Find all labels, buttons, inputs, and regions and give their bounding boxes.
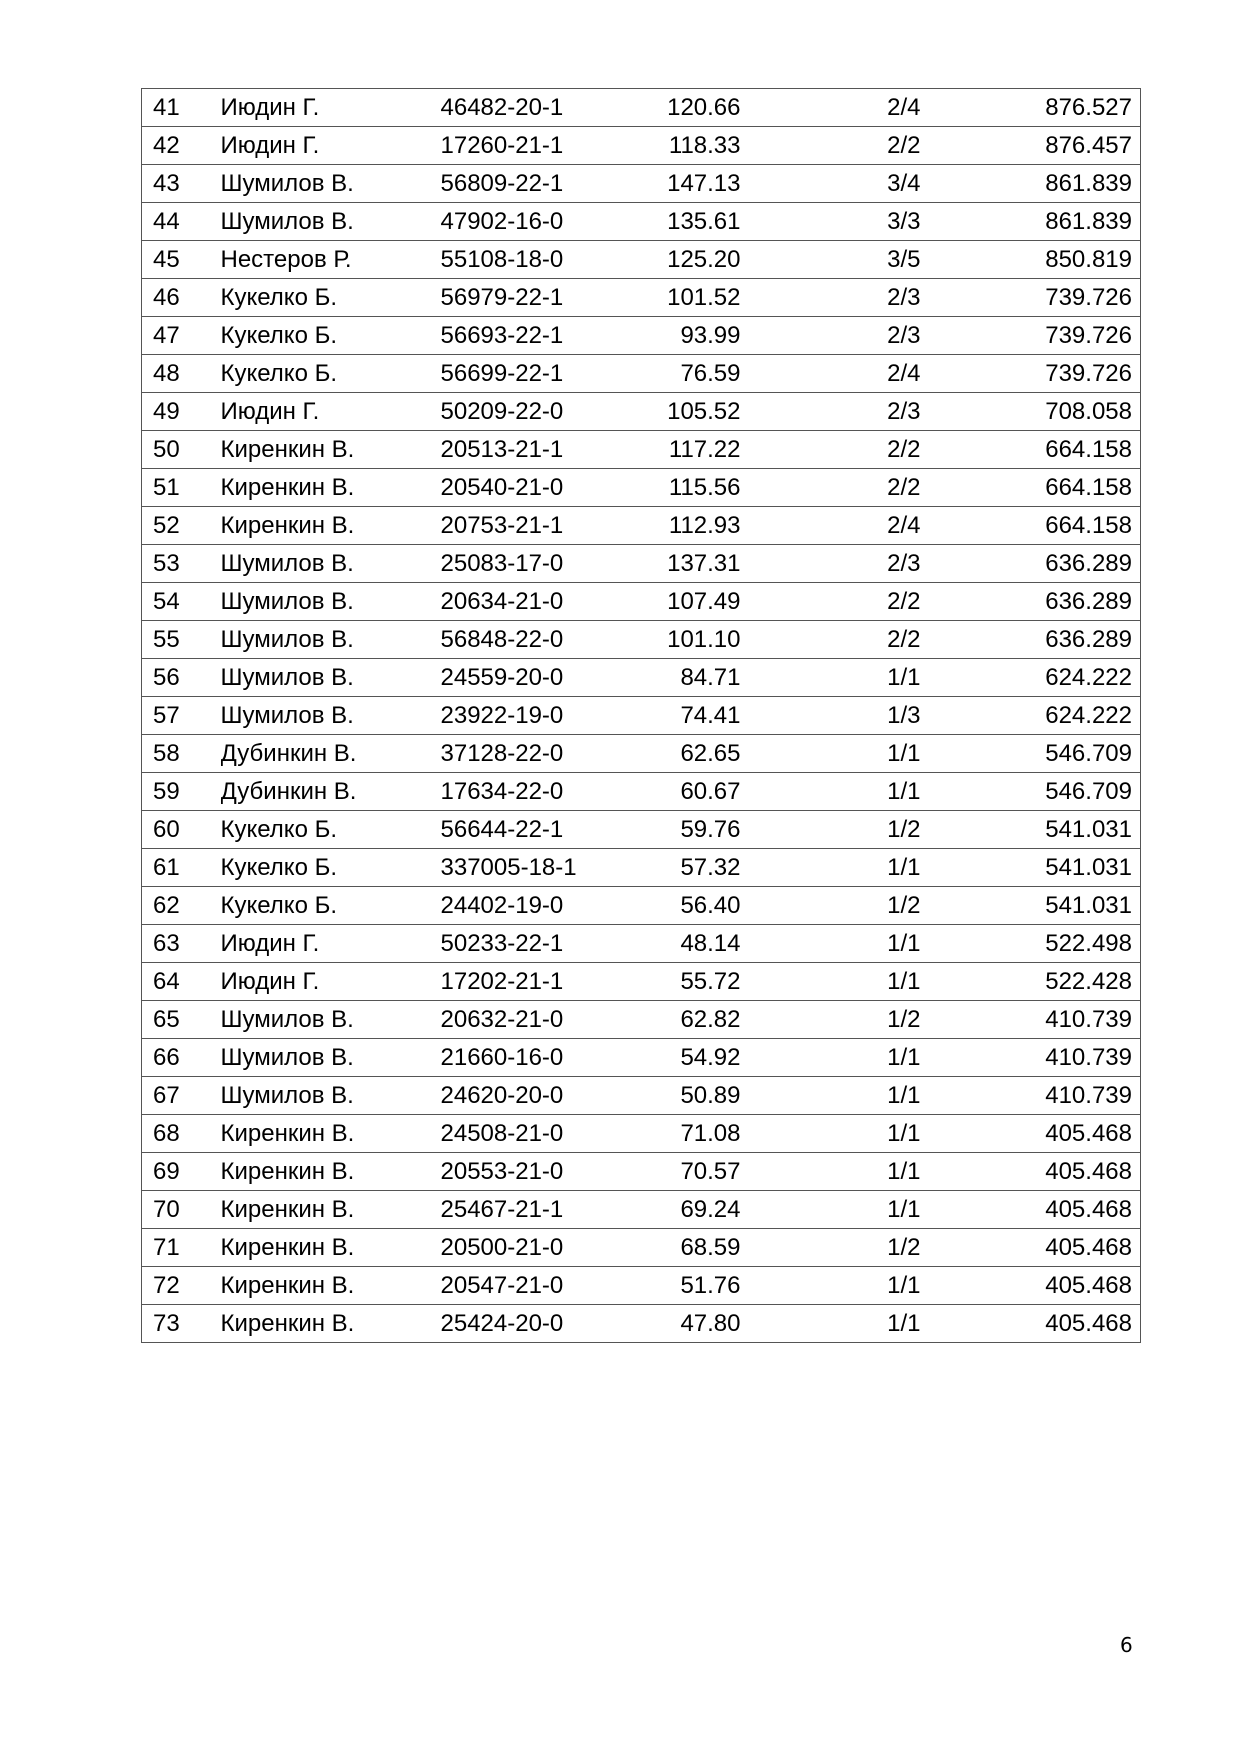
row-fraction: 1/1 xyxy=(741,1077,921,1115)
row-name: Июдин Г. xyxy=(221,89,441,127)
row-fraction: 1/1 xyxy=(741,1115,921,1153)
row-value: 105.52 xyxy=(641,393,741,431)
row-score: 861.839 xyxy=(921,165,1141,203)
row-number: 43 xyxy=(142,165,221,203)
row-name: Кукелко Б. xyxy=(221,279,441,317)
row-value: 118.33 xyxy=(641,127,741,165)
table-row xyxy=(142,1267,1141,1305)
row-name: Июдин Г. xyxy=(221,925,441,963)
row-number: 48 xyxy=(142,355,221,393)
row-number: 60 xyxy=(142,811,221,849)
row-value: 117.22 xyxy=(641,431,741,469)
row-code: 17260-21-1 xyxy=(441,127,641,165)
row-code: 50233-22-1 xyxy=(441,925,641,963)
row-score: 739.726 xyxy=(921,279,1141,317)
row-code: 50209-22-0 xyxy=(441,393,641,431)
table-row xyxy=(142,583,1141,621)
row-score: 876.457 xyxy=(921,127,1141,165)
row-number: 61 xyxy=(142,849,221,887)
row-fraction: 3/4 xyxy=(741,165,921,203)
row-code: 37128-22-0 xyxy=(441,735,641,773)
table-row xyxy=(142,621,1141,659)
row-score: 636.289 xyxy=(921,621,1141,659)
table-row xyxy=(142,279,1141,317)
row-fraction: 1/3 xyxy=(741,697,921,735)
row-name: Шумилов В. xyxy=(221,1001,441,1039)
row-score: 876.527 xyxy=(921,89,1141,127)
row-value: 50.89 xyxy=(641,1077,741,1115)
row-code: 46482-20-1 xyxy=(441,89,641,127)
row-score: 546.709 xyxy=(921,773,1141,811)
row-number: 65 xyxy=(142,1001,221,1039)
row-name: Киренкин В. xyxy=(221,1153,441,1191)
table-row xyxy=(142,1153,1141,1191)
row-code: 20634-21-0 xyxy=(441,583,641,621)
table-row xyxy=(142,735,1141,773)
table-row xyxy=(142,659,1141,697)
row-fraction: 1/2 xyxy=(741,887,921,925)
row-number: 51 xyxy=(142,469,221,507)
table-row xyxy=(142,1191,1141,1229)
row-code: 20540-21-0 xyxy=(441,469,641,507)
row-value: 101.10 xyxy=(641,621,741,659)
row-fraction: 2/2 xyxy=(741,621,921,659)
row-fraction: 2/3 xyxy=(741,279,921,317)
row-score: 522.428 xyxy=(921,963,1141,1001)
row-fraction: 2/2 xyxy=(741,583,921,621)
row-code: 56693-22-1 xyxy=(441,317,641,355)
row-fraction: 1/1 xyxy=(741,735,921,773)
row-score: 405.468 xyxy=(921,1267,1141,1305)
row-score: 636.289 xyxy=(921,583,1141,621)
row-fraction: 2/3 xyxy=(741,393,921,431)
row-fraction: 1/1 xyxy=(741,773,921,811)
row-score: 739.726 xyxy=(921,317,1141,355)
row-name: Дубинкин В. xyxy=(221,773,441,811)
row-name: Шумилов В. xyxy=(221,1039,441,1077)
row-fraction: 2/4 xyxy=(741,507,921,545)
row-number: 72 xyxy=(142,1267,221,1305)
row-number: 58 xyxy=(142,735,221,773)
results-table xyxy=(141,88,1141,1343)
row-value: 68.59 xyxy=(641,1229,741,1267)
row-name: Кукелко Б. xyxy=(221,317,441,355)
table-row xyxy=(142,127,1141,165)
row-number: 49 xyxy=(142,393,221,431)
row-name: Кукелко Б. xyxy=(221,811,441,849)
page-number: 6 xyxy=(1120,1633,1133,1657)
table-row xyxy=(142,165,1141,203)
row-number: 41 xyxy=(142,89,221,127)
row-value: 125.20 xyxy=(641,241,741,279)
row-code: 20513-21-1 xyxy=(441,431,641,469)
row-number: 62 xyxy=(142,887,221,925)
row-score: 405.468 xyxy=(921,1191,1141,1229)
row-value: 55.72 xyxy=(641,963,741,1001)
row-number: 52 xyxy=(142,507,221,545)
row-value: 115.56 xyxy=(641,469,741,507)
row-code: 23922-19-0 xyxy=(441,697,641,735)
row-fraction: 3/3 xyxy=(741,203,921,241)
row-value: 48.14 xyxy=(641,925,741,963)
row-value: 137.31 xyxy=(641,545,741,583)
row-value: 69.24 xyxy=(641,1191,741,1229)
row-code: 56848-22-0 xyxy=(441,621,641,659)
table-row xyxy=(142,1039,1141,1077)
row-fraction: 1/1 xyxy=(741,1153,921,1191)
table-row xyxy=(142,1229,1141,1267)
table-row xyxy=(142,925,1141,963)
row-score: 624.222 xyxy=(921,697,1141,735)
row-value: 76.59 xyxy=(641,355,741,393)
table-row xyxy=(142,1001,1141,1039)
row-name: Июдин Г. xyxy=(221,127,441,165)
table-row xyxy=(142,545,1141,583)
table-row xyxy=(142,1115,1141,1153)
row-score: 405.468 xyxy=(921,1229,1141,1267)
row-value: 62.65 xyxy=(641,735,741,773)
row-fraction: 1/1 xyxy=(741,1305,921,1343)
row-code: 17634-22-0 xyxy=(441,773,641,811)
row-name: Киренкин В. xyxy=(221,507,441,545)
row-fraction: 2/2 xyxy=(741,431,921,469)
row-code: 56644-22-1 xyxy=(441,811,641,849)
row-code: 20632-21-0 xyxy=(441,1001,641,1039)
row-name: Киренкин В. xyxy=(221,431,441,469)
row-fraction: 3/5 xyxy=(741,241,921,279)
row-number: 67 xyxy=(142,1077,221,1115)
row-name: Шумилов В. xyxy=(221,621,441,659)
row-number: 66 xyxy=(142,1039,221,1077)
row-score: 850.819 xyxy=(921,241,1141,279)
row-number: 55 xyxy=(142,621,221,659)
row-fraction: 1/1 xyxy=(741,1191,921,1229)
row-score: 546.709 xyxy=(921,735,1141,773)
row-number: 59 xyxy=(142,773,221,811)
row-number: 68 xyxy=(142,1115,221,1153)
row-value: 47.80 xyxy=(641,1305,741,1343)
row-name: Шумилов В. xyxy=(221,545,441,583)
row-code: 20753-21-1 xyxy=(441,507,641,545)
row-code: 24402-19-0 xyxy=(441,887,641,925)
row-fraction: 1/1 xyxy=(741,925,921,963)
row-score: 708.058 xyxy=(921,393,1141,431)
table-row xyxy=(142,317,1141,355)
row-number: 63 xyxy=(142,925,221,963)
row-name: Июдин Г. xyxy=(221,393,441,431)
row-fraction: 1/2 xyxy=(741,1001,921,1039)
row-fraction: 1/1 xyxy=(741,1039,921,1077)
results-table-container xyxy=(141,88,1140,1343)
row-score: 405.468 xyxy=(921,1153,1141,1191)
row-value: 101.52 xyxy=(641,279,741,317)
row-value: 51.76 xyxy=(641,1267,741,1305)
row-value: 135.61 xyxy=(641,203,741,241)
row-score: 410.739 xyxy=(921,1001,1141,1039)
row-name: Нестеров Р. xyxy=(221,241,441,279)
table-row xyxy=(142,507,1141,545)
row-code: 337005-18-1 xyxy=(441,849,641,887)
row-score: 410.739 xyxy=(921,1077,1141,1115)
row-value: 57.32 xyxy=(641,849,741,887)
row-code: 25083-17-0 xyxy=(441,545,641,583)
row-value: 147.13 xyxy=(641,165,741,203)
row-code: 20553-21-0 xyxy=(441,1153,641,1191)
row-number: 42 xyxy=(142,127,221,165)
row-name: Шумилов В. xyxy=(221,583,441,621)
row-fraction: 1/1 xyxy=(741,659,921,697)
row-score: 739.726 xyxy=(921,355,1141,393)
row-name: Киренкин В. xyxy=(221,1115,441,1153)
table-row xyxy=(142,811,1141,849)
row-value: 60.67 xyxy=(641,773,741,811)
row-name: Киренкин В. xyxy=(221,469,441,507)
table-row xyxy=(142,203,1141,241)
row-value: 93.99 xyxy=(641,317,741,355)
row-name: Дубинкин В. xyxy=(221,735,441,773)
table-row xyxy=(142,773,1141,811)
row-number: 44 xyxy=(142,203,221,241)
row-name: Киренкин В. xyxy=(221,1305,441,1343)
row-score: 664.158 xyxy=(921,507,1141,545)
row-score: 861.839 xyxy=(921,203,1141,241)
row-value: 112.93 xyxy=(641,507,741,545)
row-name: Шумилов В. xyxy=(221,697,441,735)
row-code: 24559-20-0 xyxy=(441,659,641,697)
row-number: 57 xyxy=(142,697,221,735)
row-value: 120.66 xyxy=(641,89,741,127)
row-value: 74.41 xyxy=(641,697,741,735)
table-row xyxy=(142,849,1141,887)
row-name: Шумилов В. xyxy=(221,659,441,697)
row-number: 50 xyxy=(142,431,221,469)
row-score: 664.158 xyxy=(921,431,1141,469)
table-row xyxy=(142,355,1141,393)
row-number: 56 xyxy=(142,659,221,697)
row-code: 20547-21-0 xyxy=(441,1267,641,1305)
row-code: 55108-18-0 xyxy=(441,241,641,279)
row-name: Киренкин В. xyxy=(221,1191,441,1229)
row-fraction: 1/1 xyxy=(741,849,921,887)
row-fraction: 2/3 xyxy=(741,545,921,583)
row-name: Кукелко Б. xyxy=(221,887,441,925)
row-code: 56979-22-1 xyxy=(441,279,641,317)
row-number: 53 xyxy=(142,545,221,583)
row-fraction: 1/1 xyxy=(741,963,921,1001)
row-score: 624.222 xyxy=(921,659,1141,697)
table-row xyxy=(142,887,1141,925)
row-name: Киренкин В. xyxy=(221,1229,441,1267)
row-code: 56699-22-1 xyxy=(441,355,641,393)
table-row xyxy=(142,697,1141,735)
row-number: 47 xyxy=(142,317,221,355)
row-name: Кукелко Б. xyxy=(221,355,441,393)
row-score: 541.031 xyxy=(921,849,1141,887)
row-number: 73 xyxy=(142,1305,221,1343)
row-code: 21660-16-0 xyxy=(441,1039,641,1077)
row-fraction: 1/2 xyxy=(741,1229,921,1267)
row-fraction: 1/1 xyxy=(741,1267,921,1305)
row-name: Июдин Г. xyxy=(221,963,441,1001)
row-value: 71.08 xyxy=(641,1115,741,1153)
row-code: 20500-21-0 xyxy=(441,1229,641,1267)
row-value: 70.57 xyxy=(641,1153,741,1191)
table-row xyxy=(142,431,1141,469)
row-number: 71 xyxy=(142,1229,221,1267)
row-number: 46 xyxy=(142,279,221,317)
row-value: 107.49 xyxy=(641,583,741,621)
row-code: 25467-21-1 xyxy=(441,1191,641,1229)
row-code: 25424-20-0 xyxy=(441,1305,641,1343)
table-row xyxy=(142,1077,1141,1115)
row-score: 541.031 xyxy=(921,887,1141,925)
table-row xyxy=(142,393,1141,431)
row-value: 59.76 xyxy=(641,811,741,849)
row-fraction: 2/4 xyxy=(741,355,921,393)
row-number: 70 xyxy=(142,1191,221,1229)
table-row xyxy=(142,963,1141,1001)
row-fraction: 2/2 xyxy=(741,469,921,507)
row-fraction: 2/3 xyxy=(741,317,921,355)
row-code: 17202-21-1 xyxy=(441,963,641,1001)
row-name: Кукелко Б. xyxy=(221,849,441,887)
table-row xyxy=(142,241,1141,279)
row-number: 45 xyxy=(142,241,221,279)
row-score: 636.289 xyxy=(921,545,1141,583)
row-value: 54.92 xyxy=(641,1039,741,1077)
row-fraction: 1/2 xyxy=(741,811,921,849)
row-fraction: 2/2 xyxy=(741,127,921,165)
results-table-body xyxy=(142,89,1141,1343)
row-name: Шумилов В. xyxy=(221,165,441,203)
row-value: 62.82 xyxy=(641,1001,741,1039)
row-score: 664.158 xyxy=(921,469,1141,507)
row-score: 405.468 xyxy=(921,1305,1141,1343)
row-score: 410.739 xyxy=(921,1039,1141,1077)
row-code: 47902-16-0 xyxy=(441,203,641,241)
row-name: Шумилов В. xyxy=(221,203,441,241)
row-number: 54 xyxy=(142,583,221,621)
row-number: 69 xyxy=(142,1153,221,1191)
row-code: 24508-21-0 xyxy=(441,1115,641,1153)
row-score: 522.498 xyxy=(921,925,1141,963)
row-score: 541.031 xyxy=(921,811,1141,849)
row-number: 64 xyxy=(142,963,221,1001)
row-fraction: 2/4 xyxy=(741,89,921,127)
table-row xyxy=(142,469,1141,507)
table-row xyxy=(142,89,1141,127)
row-value: 56.40 xyxy=(641,887,741,925)
table-row xyxy=(142,1305,1141,1343)
row-name: Шумилов В. xyxy=(221,1077,441,1115)
row-name: Киренкин В. xyxy=(221,1267,441,1305)
row-score: 405.468 xyxy=(921,1115,1141,1153)
row-code: 24620-20-0 xyxy=(441,1077,641,1115)
row-code: 56809-22-1 xyxy=(441,165,641,203)
row-value: 84.71 xyxy=(641,659,741,697)
